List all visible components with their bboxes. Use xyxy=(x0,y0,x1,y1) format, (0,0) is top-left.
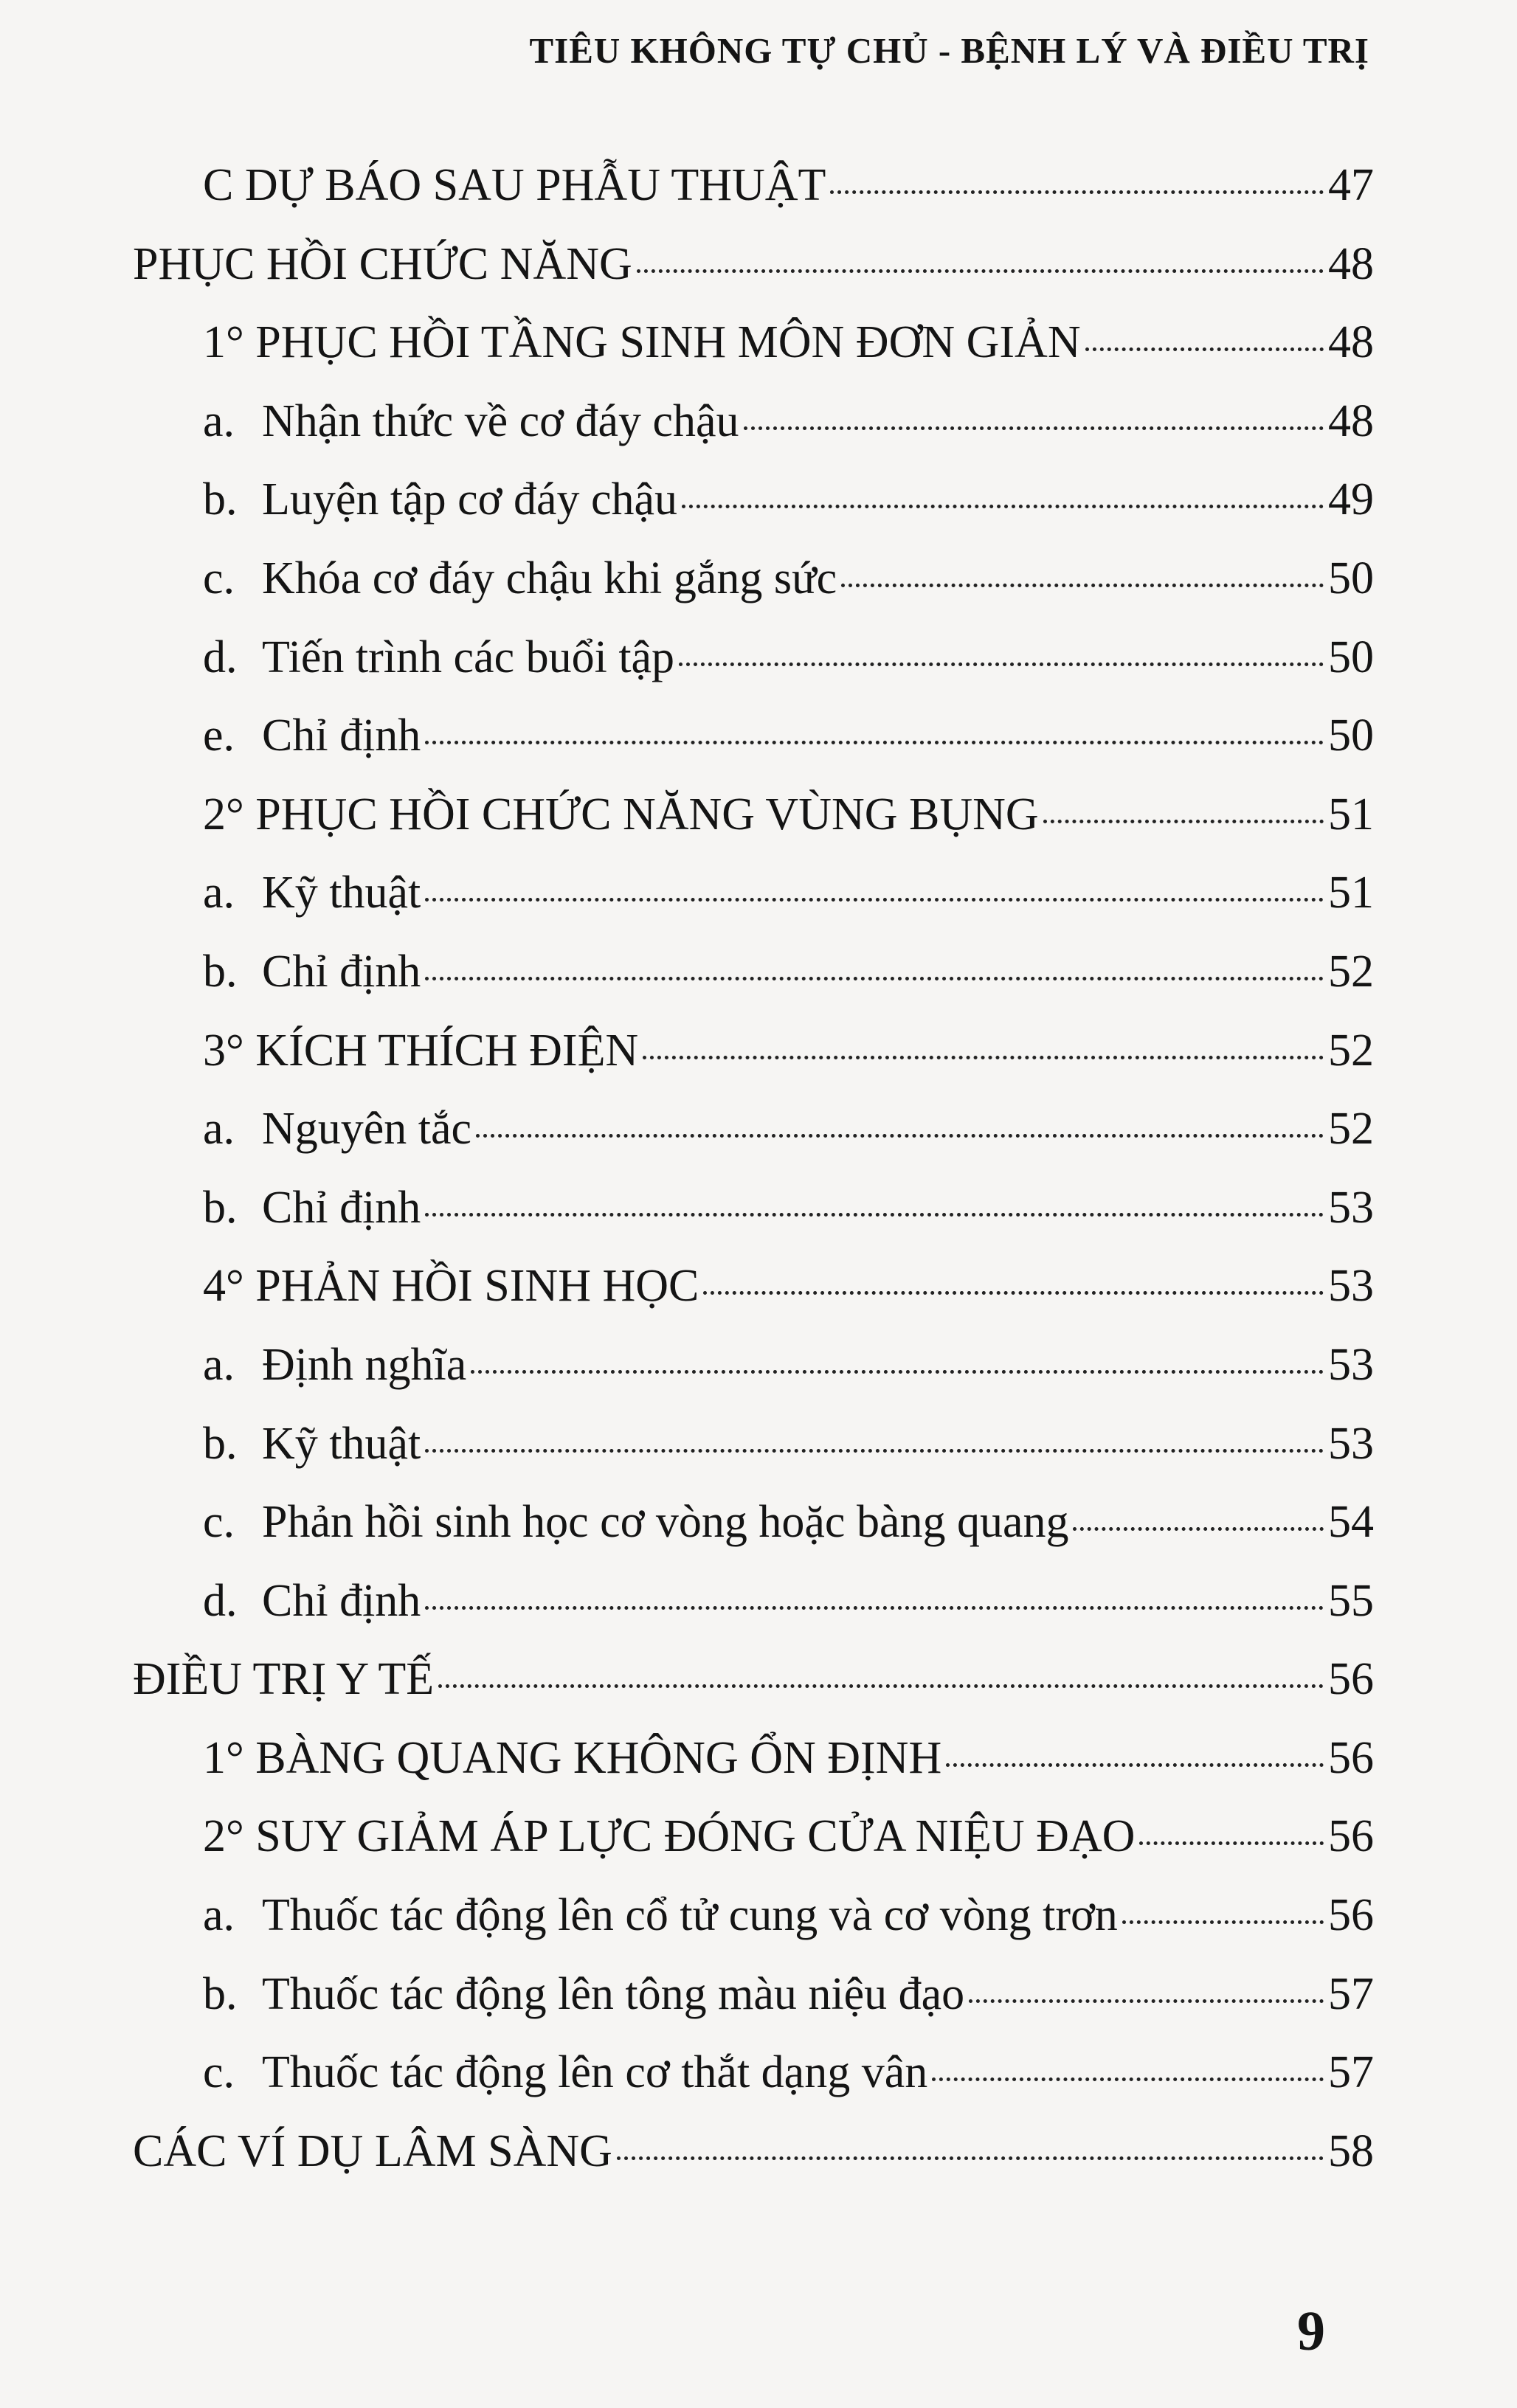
toc-entry xyxy=(133,1876,1374,1955)
toc-entry-page: 52 xyxy=(1328,946,1374,997)
toc-entry-page: 53 xyxy=(1328,1182,1374,1233)
toc-entry xyxy=(133,1640,1374,1719)
toc-entry xyxy=(133,775,1374,854)
toc-dot-leader xyxy=(637,269,1324,273)
toc-entry-page: 50 xyxy=(1328,632,1374,682)
toc-dot-leader xyxy=(1073,1527,1324,1531)
toc-entry-title: Chỉ định xyxy=(262,710,421,761)
toc-entry-marker: a. xyxy=(203,1890,235,1941)
toc-dot-leader xyxy=(617,2156,1324,2160)
toc-entry xyxy=(133,146,1374,225)
table-of-contents xyxy=(133,146,1374,2190)
toc-entry xyxy=(133,1955,1374,2034)
toc-entry xyxy=(133,854,1374,933)
toc-entry-page: 58 xyxy=(1328,2125,1374,2176)
page-number: 9 xyxy=(1297,2300,1325,2362)
toc-entry-page: 56 xyxy=(1328,1890,1374,1941)
toc-entry-title: C DỰ BÁO SAU PHẪU THUẬT xyxy=(203,160,826,210)
toc-entry xyxy=(133,382,1374,461)
toc-entry-page: 50 xyxy=(1328,553,1374,603)
toc-entry-page: 51 xyxy=(1328,789,1374,840)
toc-entry-marker: d. xyxy=(203,632,238,682)
toc-entry xyxy=(133,2112,1374,2191)
toc-entry xyxy=(133,225,1374,304)
toc-entry xyxy=(133,696,1374,775)
toc-entry-title: 4° PHẢN HỒI SINH HỌC xyxy=(203,1261,699,1312)
toc-entry-title: Kỹ thuật xyxy=(262,868,421,918)
toc-entry-marker: d. xyxy=(203,1575,238,1626)
toc-entry-title: Thuốc tác động lên tông màu niệu đạo xyxy=(262,1968,965,2019)
toc-entry-title: 3° KÍCH THÍCH ĐIỆN xyxy=(203,1025,639,1076)
toc-dot-leader xyxy=(425,1606,1324,1610)
toc-entry-marker: a. xyxy=(203,1104,235,1155)
toc-entry-marker: a. xyxy=(203,395,235,446)
toc-entry-marker: c. xyxy=(203,1497,235,1548)
running-header: TIÊU KHÔNG TỰ CHỦ - BỆNH LÝ VÀ ĐIỀU TRỊ xyxy=(529,30,1369,71)
toc-entry-title: PHỤC HỒI CHỨC NĂNG xyxy=(133,238,632,289)
toc-entry xyxy=(133,1483,1374,1562)
toc-entry xyxy=(133,1405,1374,1484)
toc-entry xyxy=(133,1090,1374,1169)
toc-entry-marker: b. xyxy=(203,946,238,997)
toc-entry-title: Luyện tập cơ đáy chậu xyxy=(262,474,677,525)
toc-entry-page: 57 xyxy=(1328,1968,1374,2019)
toc-entry xyxy=(133,1247,1374,1326)
toc-entry-marker: b. xyxy=(203,474,238,525)
toc-dot-leader xyxy=(1139,1841,1324,1845)
toc-entry-title: Khóa cơ đáy chậu khi gắng sức xyxy=(262,553,837,603)
toc-entry-marker: b. xyxy=(203,1968,238,2019)
toc-entry-page: 55 xyxy=(1328,1575,1374,1626)
toc-entry-title: Nguyên tắc xyxy=(262,1104,472,1155)
toc-entry-title: Thuốc tác động lên cổ tử cung và cơ vòng trơn xyxy=(262,1890,1118,1941)
toc-dot-leader xyxy=(1122,1920,1324,1924)
toc-entry-page: 54 xyxy=(1328,1497,1374,1548)
toc-entry-title: 1° BÀNG QUANG KHÔNG ỔN ĐỊNH xyxy=(203,1732,942,1783)
toc-entry-marker: c. xyxy=(203,553,235,603)
toc-entry-page: 56 xyxy=(1328,1654,1374,1705)
toc-entry xyxy=(133,1011,1374,1090)
toc-entry xyxy=(133,1719,1374,1798)
toc-entry-page: 53 xyxy=(1328,1418,1374,1469)
toc-entry-page: 53 xyxy=(1328,1261,1374,1312)
toc-entry-title: Chỉ định xyxy=(262,1575,421,1626)
toc-entry-title: 2° SUY GIẢM ÁP LỰC ĐÓNG CỬA NIỆU ĐẠO xyxy=(203,1811,1136,1862)
toc-dot-leader xyxy=(425,741,1324,744)
toc-entry-marker: b. xyxy=(203,1418,238,1469)
toc-entry-page: 49 xyxy=(1328,474,1374,525)
toc-dot-leader xyxy=(946,1763,1324,1767)
toc-entry-title: Phản hồi sinh học cơ vòng hoặc bàng quang xyxy=(262,1497,1069,1548)
toc-entry-title: Chỉ định xyxy=(262,1182,421,1233)
toc-dot-leader xyxy=(471,1370,1324,1374)
toc-entry-page: 47 xyxy=(1328,160,1374,210)
toc-entry xyxy=(133,1326,1374,1405)
toc-entry xyxy=(133,1797,1374,1876)
toc-entry-page: 57 xyxy=(1328,2047,1374,2098)
toc-entry-title: Tiến trình các buổi tập xyxy=(262,632,675,682)
toc-entry-title: Thuốc tác động lên cơ thắt dạng vân xyxy=(262,2047,928,2098)
toc-entry-page: 51 xyxy=(1328,868,1374,918)
toc-entry-page: 50 xyxy=(1328,710,1374,761)
toc-entry xyxy=(133,539,1374,618)
toc-dot-leader xyxy=(679,662,1324,666)
toc-dot-leader xyxy=(643,1056,1324,1059)
toc-entry xyxy=(133,1562,1374,1641)
toc-entry-title: 2° PHỤC HỒI CHỨC NĂNG VÙNG BỤNG xyxy=(203,789,1039,840)
toc-dot-leader xyxy=(425,898,1324,902)
toc-entry-title: Kỹ thuật xyxy=(262,1418,421,1469)
toc-dot-leader xyxy=(425,1213,1324,1217)
toc-entry-title: Chỉ định xyxy=(262,946,421,997)
toc-entry-marker: a. xyxy=(203,1339,235,1390)
toc-entry-marker: b. xyxy=(203,1182,238,1233)
toc-entry-page: 56 xyxy=(1328,1811,1374,1862)
toc-entry-page: 52 xyxy=(1328,1104,1374,1155)
toc-entry xyxy=(133,303,1374,382)
toc-entry xyxy=(133,2033,1374,2112)
toc-dot-leader xyxy=(744,426,1324,430)
toc-entry-title: CÁC VÍ DỤ LÂM SÀNG xyxy=(133,2125,612,2176)
toc-dot-leader xyxy=(830,190,1324,194)
toc-dot-leader xyxy=(969,1999,1324,2003)
toc-entry-marker: c. xyxy=(203,2047,235,2098)
toc-entry-page: 48 xyxy=(1328,395,1374,446)
toc-entry xyxy=(133,1169,1374,1248)
toc-entry-page: 52 xyxy=(1328,1025,1374,1076)
toc-entry xyxy=(133,933,1374,1011)
toc-dot-leader xyxy=(425,977,1324,980)
toc-entry-title: Định nghĩa xyxy=(262,1339,467,1390)
toc-dot-leader xyxy=(1085,347,1324,351)
toc-entry xyxy=(133,460,1374,539)
toc-dot-leader xyxy=(476,1134,1324,1138)
toc-dot-leader xyxy=(438,1684,1324,1688)
toc-entry-marker: e. xyxy=(203,710,235,761)
toc-entry-marker: a. xyxy=(203,868,235,918)
toc-dot-leader xyxy=(932,2077,1324,2081)
toc-entry-title: ĐIỀU TRỊ Y TẾ xyxy=(133,1654,435,1705)
toc-dot-leader xyxy=(703,1291,1324,1295)
toc-dot-leader xyxy=(682,505,1324,508)
toc-entry-page: 48 xyxy=(1328,238,1374,289)
toc-entry-title: 1° PHỤC HỒI TẦNG SINH MÔN ĐƠN GIẢN xyxy=(203,317,1081,368)
toc-entry-page: 53 xyxy=(1328,1339,1374,1390)
toc-entry-page: 48 xyxy=(1328,317,1374,368)
toc-dot-leader xyxy=(425,1449,1324,1453)
toc-dot-leader xyxy=(1043,820,1324,823)
toc-entry-page: 56 xyxy=(1328,1732,1374,1783)
toc-dot-leader xyxy=(841,584,1324,587)
toc-entry-title: Nhận thức về cơ đáy chậu xyxy=(262,395,739,446)
toc-entry xyxy=(133,618,1374,697)
